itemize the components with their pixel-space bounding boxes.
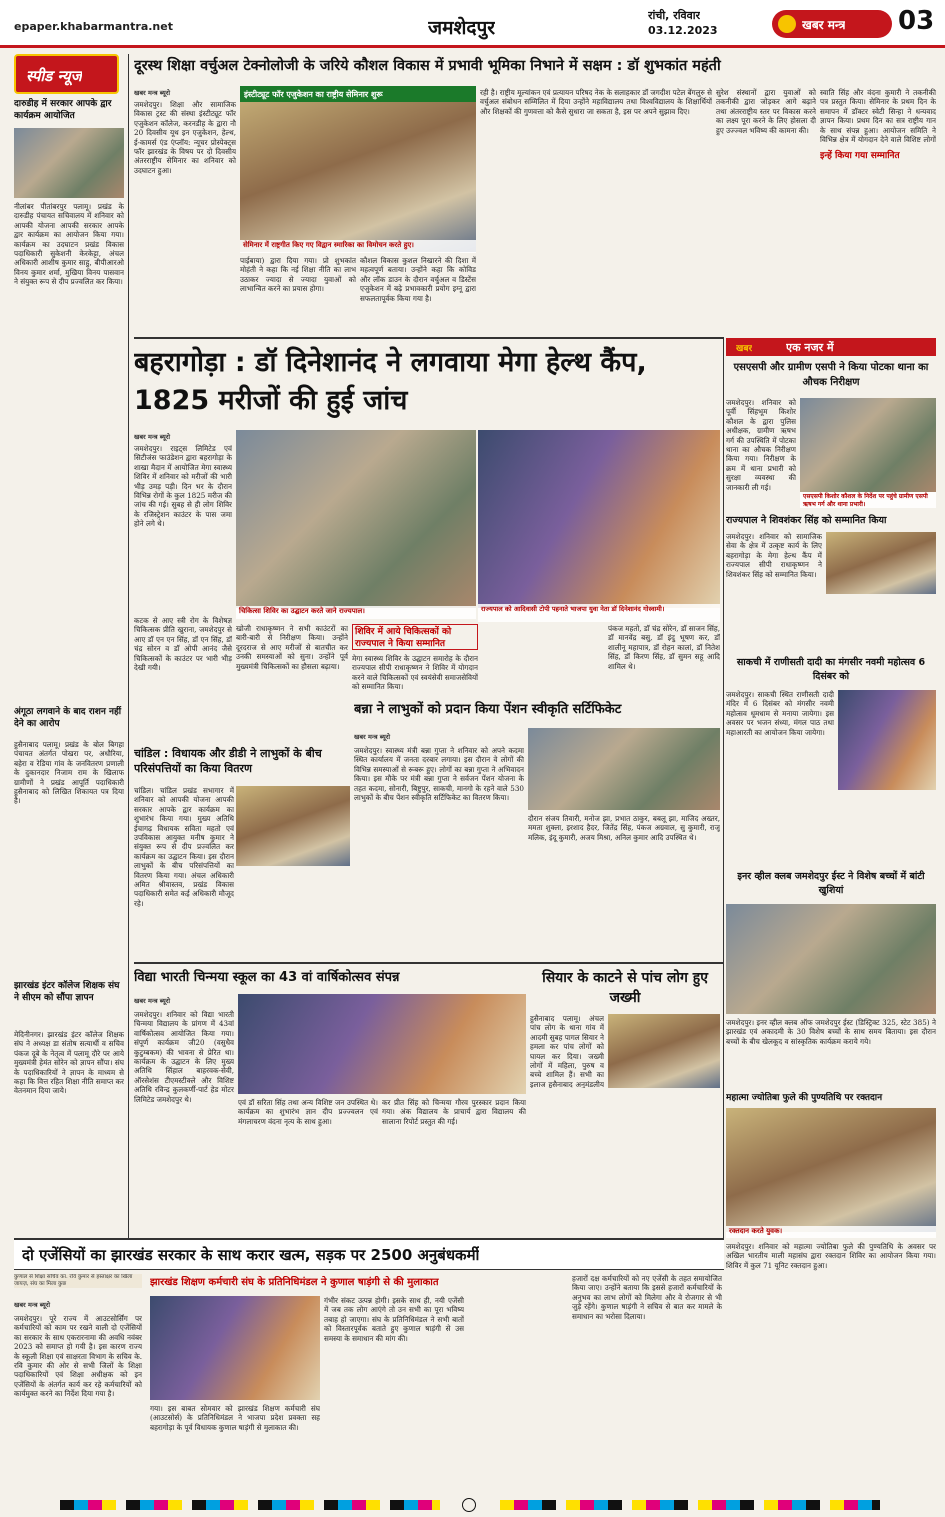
reg-mark-left bbox=[60, 1500, 440, 1510]
ek-nazar-photo-5-caption: रक्तदान करते युवक। bbox=[726, 1226, 936, 1238]
ek-nazar-story-1: जमशेदपुर। शनिवार को पूर्वी सिंहभूम किशोर कौशल के द्वारा पुलिस अधीक्षक, ग्रामीण ऋषभ गर्ग की उपस्थिति में पोटका थाना का औचक निरीक्षण किया गया। निरीक्षण के क्रम में थाना प्रभारी को सुरक्षा व्यवस्था की जानकारी ली गई। bbox=[726, 398, 796, 492]
reg-mark-right bbox=[500, 1500, 880, 1510]
edition-date: 03.12.2023 bbox=[648, 24, 718, 37]
ek-nazar-headline-4: इनर व्हील क्लब जमशेदपुर ईस्ट ने विशेष बच्चों में बांटी खुशियां bbox=[737, 871, 925, 896]
left-story-1: नीलांबर पीतांबरपुर पलामू। प्रखंड के दारुडीह पंचायत सचिवालय में शनिवार को आपकी योजना आपकी सरकार आपके द्वार कार्यक्रम का आयोजन किया गया। कार्यक्रम का उदघाटन प्रखंड विकास पदाधिकारी सुकेशनी केरकेट्टा, अंचल अधिकारी आशीष कुमार साहु, बीपीआरओ विनय कुमार शर्मा, मुखिया विनय पासवान ने संयुक्त रूप से दीप प्रज्वलित कर किया। bbox=[14, 202, 124, 287]
health-camp-photo-2 bbox=[478, 430, 720, 608]
brand-logo-icon bbox=[778, 15, 796, 33]
page-number: 03 bbox=[898, 6, 935, 36]
vidya-bharti-body: जमशेदपुर। शनिवार को विद्या भारती चिन्मया विद्यालय के प्रांगण में 43वां वार्षिकोत्सव आयोजित किया गया। संपूर्ण कार्यक्रम जी20 (वसुधैव कुटुम्बकम) की भावना से प्रेरित था। कार्यक्रम के उद्घाटन के लिए मुख्य अतिथि सिंहाल बाहरवक-सेवी, ऑरसेशंस टीएमस्टीक्ले और विशिष्ट अतिथि रविन्द्र कुलकर्णी-पार्ट हेड मोटर लिमिटेड जमशेदपुर थे। bbox=[134, 1010, 234, 1104]
bottom-photo-caption: कुणाल से शिक्षा सचिव का. रवि कुमार से हस्ताक्षर का खिला जायज़, संघ का मिला कुछ bbox=[14, 1274, 133, 1287]
ek-nazar-photo-1 bbox=[800, 398, 936, 492]
speed-news-label: स्पीड न्यूज bbox=[26, 67, 82, 85]
bottom-body: जमशेदपुर। पूरे राज्य में आउटसोर्सिंग पर कर्मचारियों को काम पर रखने वाली दो एजेंसियों का सरकार के साथ एकरारनामा की अवधि नवंबर 2023 को समाप्त हो गयी है। इस कारण राज्य के स्कूली शिक्षा एवं साक्षरता विभाग के सचिव के. रवि कुमार की ओर से सभी जिलों के शिक्षा पदाधिकारियों एवं शिक्षा अधीक्षक को इन एजेंसियों के अंतर्गत कार्य कर रहे कर्मचारियों को कार्यमुक्त करने का निर्देश दिया गया है। bbox=[14, 1314, 142, 1399]
banna-photo bbox=[528, 728, 720, 810]
bottom-col-3: गंभीर संकट उत्पन्न होगी। इसके साथ ही, नयी एजेंसी में जब तक लोग आएंगे तो उन सभी का पूरा भविष्य तबाह हो जाएगा। संघ के प्रतिनिधिमंडल ने सभी बातों को विस्तारपूर्वक बताते हुए कुणाल षाड़ंगी से उस समस्या के समाधान की मांग की। bbox=[324, 1296, 464, 1343]
edition-day: रांची, रविवार bbox=[648, 9, 701, 22]
top-story-col-4: रही है। राष्ट्रीय मूल्यांकन एवं प्रत्यायन परिषद नेक के सलाहकार डॉ जगदीश पटेल बेंगलुरु से वर्चुअल संबोधन सम्मिलित में दिया उन्होंने महाविद्यालय तथा विश्वविद्यालय के शिक्षार्थियों और शिक्षकों की गुणवत्ता को कैसे सुधारा जा सकता है, इस पर अपने सुझाव दिए। bbox=[480, 88, 712, 116]
top-story-subhead: इन्हें किया गया सम्मानित bbox=[820, 151, 900, 160]
siyar-headline: सियार के काटने से पांच लोग हुए जख्मी bbox=[542, 970, 708, 1006]
top-story-col-1: जमशेदपुर। शिक्षा और सामाजिक विकास ट्रस्ट की संस्था इंस्टीट्यूट फॉर एजुकेशन कॉलेज, करनडीह के द्वारा नौ 20 दिवसीय यूथ इन एजुकेशन, हेल्थ, ई-कामर्स एंड एंप्लॉय: न्यूचर प्रोस्पेक्ट्स फॉर झारखंड के विषय पर दो दिवसीय अंतरराष्ट्रीय सेमिनार का शनिवार को उदघाटन हुआ। bbox=[134, 100, 236, 175]
ek-nazar-headline-2: राज्यपाल ने शिवशंकर सिंह को सम्मानित किया bbox=[726, 515, 887, 526]
left-story-2: हुसैनाबाद पलामू। प्रखंड के बोल बिगहा पंचायत अंतर्गत पोखरा पर, अधौरिया, बहेरा व रेडिया गांव के जनवितरण प्रणाली के दुकानदार निजाम राम के खिलाफ ग्रामीणों ने प्रखंड आपूर्ति पदाधिकारी हुसैनाबाद को लिखित शिकायत पत्र दिया है। bbox=[14, 740, 124, 806]
right-col-divider bbox=[723, 338, 724, 1238]
siyar-photo bbox=[608, 1014, 720, 1088]
health-camp-body: जमशेदपुर। राइट्स लिमिटेड एवं सिटीजंस फाउंडेशन द्वारा बहरागोड़ा के शाखा मैदान में आयोजित मेगा स्वास्थ्य शिविर में शनिवार को मरीजों की भारी भीड़ उमड़ पड़ी। दिन भर के दौरान विभिन्न रोगों के कुल 1825 मरीज की जांच की गई। सुबह से ही लोग शिविर के रजिस्ट्रेशन काउंटर के पास जमा होने लगे थे। bbox=[134, 444, 232, 529]
banna-byline: खबर मन्त्र ब्यूरो bbox=[354, 733, 391, 741]
health-camp-mid-col-3: पंकज महतो, डॉ चंद्र सोरेन, डॉ साजन सिंह, डॉ मानवेंद्र बसु, डॉ इंदु भूषण कर, डॉ शालीनू महापात्र, डॉ रोहन कालां, डॉ नितेश सिंह, डॉ किरण सिंह, डॉ सुमन सहू आदि शामिल थे। bbox=[608, 624, 720, 671]
chandil-body: चांडिल। चांडिल प्रखंड सभागार में शनिवार को आपकी योजना आपकी सरकार आपके द्वार कार्यक्रम का शुभारंभ किया गया। मुख्य अतिथि ईचागढ़ विधायक सविता महतो एवं उपविकास आयुक्त मनीष कुमार ने संयुक्त रूप से दीप प्रज्वलित कर कार्यक्रम का उद्घाटन किया। इस दौरान लाभुकों के बीच परिसंपत्तियों का वितरण किया गया। अंचल अधिकारी अमित श्रीवास्तव, प्रखंड विकास पदाधिकारी समेत कई अधिकारी मौजूद रहे। bbox=[134, 786, 234, 908]
banna-body-2: दौरान संजय तिवारी, मनोज झा, प्रभात ठाकुर, बबलू झा, माजिद अख्तर, ममता शुक्ला, इरशाद हैदर, जितेंद्र सिंह, पंकज अग्रवाल, सु कुमारी, राजू मलिक, इंदू कुमारी, अजय मिश्रा, अनिल कुमार आदि उपस्थित थे। bbox=[528, 814, 720, 842]
bottom-photo-2 bbox=[150, 1296, 320, 1400]
bottom-col-4: हजारों दक्ष कर्मचारियों को नए एजेंसी के तहत समायोजित किया जाए। उन्होंने बताया कि इससे हजारों कर्मचारियों के अनुभव का लाभ लोगों को मिलेगा और वे रोजगार से भी जुड़े रहेंगे। कुणाल षाड़ंगी ने सचिव से बात कर मामले के समाधान का भरोसा दिलाया। bbox=[572, 1274, 722, 1321]
top-story-col-5: सुरेश संस्थानों द्वारा युवाओं को तकनीकी द्वारा जोड़कर आगे बढ़ाने तथा अंतरराष्ट्रीय स्तर पर विकास करने का लक्ष्य पूरा करने के लिए होसला दी हुए उज्ज्वल भविष्य की कामना की। bbox=[716, 88, 816, 135]
ek-nazar-story-2: जमशेदपुर। शनिवार को सामाजिक सेवा के क्षेत्र में उत्कृष्ट कार्य के लिए बहरागोड़ा के मेगा हेल्थ कैंप में राज्यपाल सीपी राधाकृष्णन ने शिवशंकर सिंह को सम्मानित किया। bbox=[726, 532, 822, 579]
top-story-photo-caption: सेमिनार में राष्ट्रगीत किए गए विद्वान स्मारिका का विमोचन करते हुए। bbox=[240, 240, 476, 253]
bottom-col-2: गया। इस बाबत सोमवार को झारखंड शिक्षण कर्मचारी संघ (आउटसोर्स) के प्रतिनिधिमंडल ने भाजपा प्रदेश प्रवक्ता सह बहरागोड़ा के पूर्व विधायक कुणाल षाड़ंगी से मुलाकात की। bbox=[150, 1404, 320, 1432]
left-col-divider bbox=[128, 54, 129, 1238]
ek-nazar-photo-3 bbox=[838, 690, 936, 790]
vidya-bharti-byline: खबर मन्त्र ब्यूरो bbox=[134, 997, 171, 1005]
ek-nazar-photo-1-caption: एसएसपी किशोर कौशल के निर्देश पर पहुंचे ग्रामीण एसपी ऋषभ गर्ग और थाना प्रभारी। bbox=[800, 492, 936, 508]
banna-body: जमशेदपुर। स्वास्थ्य मंत्री बन्ना गुप्ता ने शनिवार को अपने कदमा स्थित कार्यालय में जनता दरबार लगाया। इस दौरान वे लोगों की विभिन्न समस्याओं से रूबरू हुए। लोगों का बन्ना गुप्ता ने अभिवादन किया। इस मौके पर मंत्री बन्ना गुप्ता ने सर्वजन पेंशन योजना के तहत कदमा, सोनारी, बिष्टुपुर, साकची, मानगो के रहने वाले 530 लाभुकों के बीच पेंशन स्वीकृति सर्टिफिकेट का वितरण किया। bbox=[354, 746, 524, 803]
health-camp-mid-col-2: मेगा स्वास्थ्य शिविर के उद्घाटन समारोह के दौरान राज्यपाल सीपी राधाकृष्णन ने शिविर में योगदान करने वाले चिकित्सकों एवं स्वयंसेवी समाजसेवियों को सम्मानित किया। bbox=[352, 654, 478, 692]
vidya-bharti-photo bbox=[238, 994, 526, 1094]
ek-nazar-headline-5: महात्मा ज्योतिबा फुले की पुण्यतिथि पर रक्तदान bbox=[726, 1093, 883, 1103]
top-story-col-2: पाईबाया) द्वारा दिया गया। प्रो शुभकांत मोहंती ने कहा कि नई शिक्षा नीति का लाभ उठाकर ज्यादा से ज्यादा युवाओं को लाभान्वित करने का प्रयास होगा। bbox=[240, 256, 356, 294]
speed-news-badge bbox=[14, 54, 119, 94]
top-story-byline: खबर मन्त्र ब्यूरो bbox=[134, 89, 171, 97]
top-story-photo bbox=[240, 86, 476, 252]
health-camp-banner: शिविर में आये चिकित्सकों को राज्यपाल ने किया सम्मानित bbox=[352, 624, 478, 650]
banna-headline: बन्ना ने लाभुकों को प्रदान किया पेंशन स्वीकृति सर्टिफिकेट bbox=[354, 702, 622, 717]
ek-nazar-story-2b bbox=[826, 598, 936, 652]
top-story-col-6: स्वाति सिंह और वंदना कुमारी ने तकनीकी पत्र प्रस्तुत किया। सेमिनार के प्रथम दिन के समापन में डॉक्टर स्वेटी सिन्हा ने धन्यवाद ज्ञापन किया। प्रथम दिन का सत्र राष्ट्रीय गान के साथ संपन्न हुआ। आयोजन समिति ने विभिन्न क्षेत्र में योगदान देने वाले विशिष्ट लोगों bbox=[820, 88, 936, 144]
vidya-bharti-headline: विद्या भारती चिन्मया स्कूल का 43 वां वार्षिकोत्सव संपन्न bbox=[134, 970, 400, 985]
ek-nazar-story-4: जमशेदपुर। इनर व्हील क्लब ऑफ जमशेदपुर ईस्ट (डिस्ट्रिक्ट 325, स्टेट 385) ने झारखंड एवं अकादमी के 30 विशेष बच्चों के साथ समय बिताया। इस दौरान बच्चों के बीच खेलकूद व सांस्कृतिक कार्यक्रम कराये गये। bbox=[726, 1018, 936, 1046]
health-camp-headline: बहरागोड़ा : डॉ दिनेशानंद ने लगवाया मेगा हेल्थ कैंप, 1825 मरीजों की हुई जांच bbox=[134, 347, 647, 416]
bottom-byline: खबर मन्त्र ब्यूरो bbox=[14, 1301, 51, 1309]
siyar-body: हुसैनाबाद पलामू। अंचल पांच लोग के थाना गांव में आदमी सुबह पागल सियार ने हमला कर पांच लोगों को घायल कर दिया। जख्मी लोगों में महिला, पुरुष व बच्चे शामिल हैं। सभी का इलाज हुसैनाबाद अनुमंडलीय bbox=[530, 1014, 604, 1088]
vidya-bharti-body-3: कर प्रीत सिंह को चिन्मया गौरव पुरस्कार प्रदान किया गया। अंक विद्यालय के प्राचार्य द्वारा विद्यालय की सालाना रिपोर्ट प्रस्तुत की गई। bbox=[382, 1098, 526, 1126]
health-camp-photo-1-caption: चिकित्सा शिविर का उद्घाटन करते जाने राज्यपाल। bbox=[236, 606, 476, 619]
bottom-banner-text: दो एजेंसियों का झारखंड सरकार के साथ करार खत्म, सड़क पर 2500 अनुबंधकर्मी bbox=[22, 1246, 480, 1264]
top-story-bottom-rule bbox=[134, 337, 724, 339]
city-name: जमशेदपुर bbox=[428, 17, 496, 39]
ek-nazar-story-5: जमशेदपुर। शनिवार को महात्मा ज्योतिबा फुले की पुण्यतिथि के अवसर पर अखिल भारतीय माली महासंघ द्वारा रक्तदान शिविर का आयोजन किया गया। शिविर में कुल 71 यूनिट रक्तदान हुआ। bbox=[726, 1242, 936, 1270]
health-camp-mid-col: खोजी राधाकृष्णन ने सभी काउंटरों का बारी-बारी से निरीक्षण किया। उन्होंने दूरदराज से आए मरीजों से बातचीत कर उनकी समस्याओं को सुना। उन्होंने पूर्व मुख्यमंत्री चिकित्सकों का हौसला बढ़ाया। bbox=[236, 624, 348, 671]
top-story-col-6b bbox=[820, 162, 936, 334]
bottom-sub-headline: झारखंड शिक्षण कर्मचारी संघ के प्रतिनिधिमंडल ने कुणाल षाड़ंगी से की मुलाकात bbox=[150, 1277, 439, 1288]
chandil-photo bbox=[236, 786, 350, 866]
ek-nazar-photo-4 bbox=[726, 904, 936, 1014]
ek-nazar-bar bbox=[726, 338, 936, 356]
top-story-col-3: कौशल विकास कुशल निखारने की दिशा में महत्वपूर्ण बताया। उन्होंने कहा कि कोविड और लॉक डाउन के दौरान वर्चुअल व डिस्टेंस एजुकेशन में बढ़े प्रभावकारी प्रयोग इग्नू द्वारा सफलतापूर्वक किया गया है। bbox=[360, 256, 476, 303]
left-photo-1 bbox=[14, 128, 124, 198]
color-registration-bar bbox=[0, 1496, 945, 1517]
ek-nazar-headline-1: एसएसपी और ग्रामीण एसपी ने किया पोटका थाना का औचक निरीक्षण bbox=[733, 362, 929, 388]
ek-nazar-photo-5 bbox=[726, 1108, 936, 1232]
siyar-body-2 bbox=[530, 1092, 720, 1232]
ek-nazar-story-3: जमशेदपुर। साकची स्थित राणीसती दादी मंदिर में 6 दिसंबर को मंगसीर नवमी महोत्सव धूमधाम से मनाया जायेगा। इस अवसर पर भजन संध्या, मंगल पाठ तथा महाआरती का आयोजन किया जायेगा। bbox=[726, 690, 834, 737]
top-story-photo-banner: इंस्टीट्यूट फॉर एजुकेशन का राष्ट्रीय सेमिनार शुरू bbox=[240, 86, 476, 102]
brand-logo bbox=[772, 10, 892, 38]
left-headline-3: झारखंड इंटर कॉलेज शिक्षक संघ ने सीएम को सौंपा ज्ञापन bbox=[14, 981, 120, 1003]
left-headline-2: अंगूठा लगवाने के बाद राशन नहीं देने का आरोप bbox=[14, 707, 122, 729]
top-story-headline: दूरस्थ शिक्षा वर्चुअल टेक्नोलोजी के जरिये कौशल विकास में प्रभावी भूमिका निभाने में सक्षम : डॉ शुभकांत महंती bbox=[134, 58, 721, 74]
health-camp-byline: खबर मन्त्र ब्यूरो bbox=[134, 433, 171, 441]
ek-nazar-photo-2 bbox=[826, 532, 936, 594]
ek-nazar-label: एक नजर में bbox=[786, 341, 834, 354]
reg-mark-center bbox=[462, 1498, 476, 1512]
ek-nazar-brand: खबर bbox=[736, 344, 753, 354]
bottom-banner bbox=[14, 1238, 724, 1270]
bottom-col-3b bbox=[468, 1296, 568, 1490]
health-camp-photo-2-caption: राज्यपाल को आदिवासी टोपी पहनाते भाजपा युवा नेता डॉ दिनेशानंद गोस्वामी। bbox=[478, 604, 720, 622]
vidya-bharti-body-2: एवं डॉ सरिता सिंह तथा अन्य विशिष्ट जन उपस्थित थे। कार्यक्रम का शुभारंभ ज्ञान दीप प्रज्ज्वलन एवं मंगलाचरण वंदना नृत्य के साथ हुआ। bbox=[238, 1098, 378, 1126]
epaper-url[interactable]: epaper.khabarmantra.net bbox=[14, 20, 173, 33]
ek-nazar-headline-3: साकची में राणीसती दादी का मंगसीर नवमी महोत्सव 6 दिसंबर को bbox=[736, 657, 926, 682]
masthead bbox=[0, 0, 945, 48]
brand-logo-text: खबर मन्त्र bbox=[802, 18, 846, 32]
mid-section-rule bbox=[134, 962, 724, 964]
ek-nazar-story-3b bbox=[838, 794, 936, 866]
health-camp-photo-1 bbox=[236, 430, 476, 608]
left-story-3: मेदिनीनगर। झारखंड इंटर कॉलेज शिक्षक संघ ने अध्यक्ष डा संतोष सत्यार्थी व सचिव पंकज दूबे के नेतृत्व में पलामू दौरे पर आये मुख्यमंत्री हेमंत सोरेन को ज्ञापन सौंपा। संघ के पदाधिकारियों ने ज्ञापन के माध्यम से कहा कि वित्त रहित शिक्षा नीति समाप्त कर वेतनमान दिया जाये। bbox=[14, 1030, 124, 1096]
chandil-headline: चांडिल : विधायक और डीडी ने लाभुकों के बीच परिसंपत्तियों का किया वितरण bbox=[134, 747, 322, 775]
chandil-body-2 bbox=[134, 930, 350, 960]
left-headline-1: दारुडीह में सरकार आपके द्वार कार्यक्रम आयोजित bbox=[14, 99, 112, 121]
health-camp-body-2: कटक से आए स्त्री रोग के विशेषज्ञ चिकित्सक प्रीति खुराना, जमशेदपुर से आए डॉ एन एन सिंह, डॉ एन सिंह, डॉ चंद्र सोरन व डॉ ओपी आनंद जैसे चिकित्सकों के काउंटर पर भारी भीड़ देखी गयी। bbox=[134, 616, 232, 673]
